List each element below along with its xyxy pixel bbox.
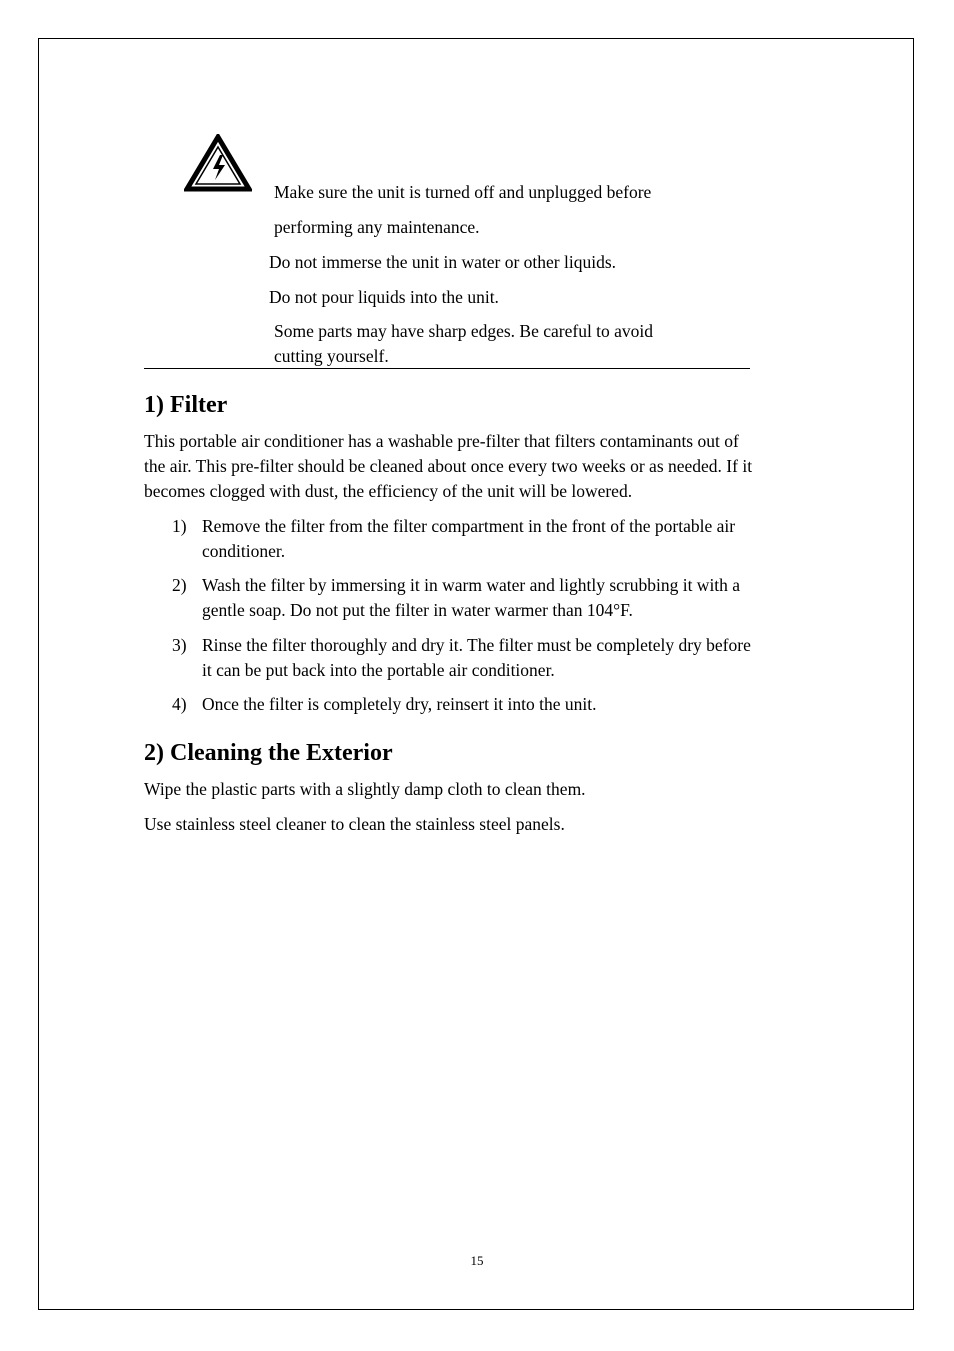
step-text-line: it can be put back into the portable air conditioner.: [202, 660, 555, 680]
filter-step-1: [172, 514, 832, 564]
filter-intro-line-2: the air. This pre-filter should be cleaned about once every two weeks or as needed. If it: [144, 456, 753, 476]
warning-line-3: Do not immerse the unit in water or other liquids.: [269, 252, 617, 272]
step-text-line: Once the filter is completely dry, reinsert it into the unit.: [202, 694, 597, 714]
step-number: 3): [172, 635, 187, 655]
step-number: 2): [172, 575, 187, 595]
step-number: 4): [172, 694, 187, 714]
step-text-line: Remove the filter from the filter compartment in the front of the portable air: [202, 516, 736, 536]
exterior-paragraph-2: Use stainless steel cleaner to clean the stainless steel panels.: [144, 814, 565, 834]
high-voltage-warning-icon: [184, 134, 252, 192]
filter-intro-line-3: becomes clogged with dust, the efficiency of the unit will be lowered.: [144, 481, 633, 501]
filter-step-3: [172, 633, 832, 683]
step-text-line: gentle soap. Do not put the filter in water warmer than 104°F.: [202, 600, 633, 620]
step-number: 1): [172, 516, 187, 536]
filter-step-4: [172, 692, 832, 717]
filter-heading: 1) Filter: [144, 392, 228, 418]
exterior-heading: 2) Cleaning the Exterior: [144, 740, 393, 766]
page-number: 15: [470, 1253, 484, 1268]
warning-line-4: Do not pour liquids into the unit.: [269, 287, 499, 307]
step-text-line: conditioner.: [202, 541, 286, 561]
filter-step-2: [172, 573, 832, 623]
warning-line-5: Some parts may have sharp edges. Be careful to avoid: [274, 321, 654, 341]
warning-line-2: performing any maintenance.: [274, 217, 480, 237]
step-text-line: Rinse the filter thoroughly and dry it. The filter must be completely dry before: [202, 635, 751, 655]
warning-line-1: Make sure the unit is turned off and unplugged before: [274, 182, 652, 202]
exterior-paragraph-1: Wipe the plastic parts with a slightly damp cloth to clean them.: [144, 779, 586, 799]
warning-line-6: cutting yourself.: [274, 346, 389, 366]
warning-divider: [144, 368, 750, 369]
filter-intro-line-1: This portable air conditioner has a washable pre-filter that filters contaminants out of: [144, 431, 739, 451]
step-text-line: Wash the filter by immersing it in warm water and lightly scrubbing it with a: [202, 575, 741, 595]
